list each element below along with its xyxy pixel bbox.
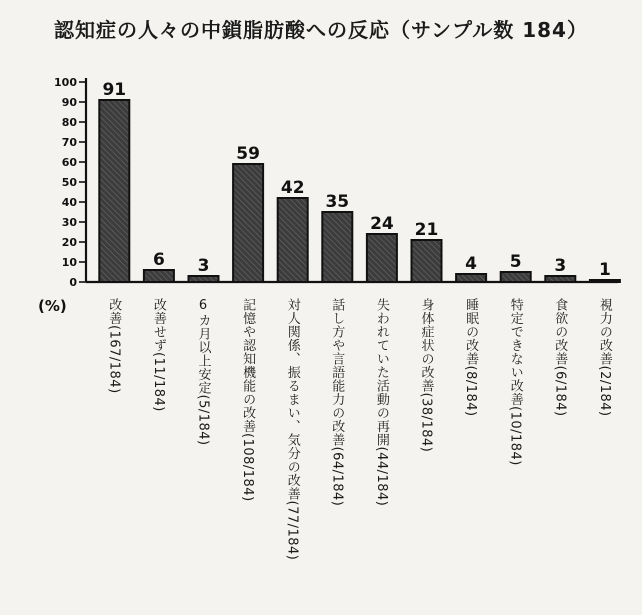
category-label [552, 298, 567, 417]
category-label-count: (77/184) [284, 500, 300, 561]
bar [144, 270, 174, 282]
bar [412, 240, 442, 282]
category-label [151, 298, 166, 412]
bar [456, 274, 486, 282]
category-label-count: (11/184) [150, 352, 166, 412]
y-tick-label: 70 [61, 136, 77, 149]
y-tick-label: 60 [61, 156, 77, 169]
category-label [240, 298, 255, 502]
category-label-text: 失われていた活動の再開 [373, 298, 389, 447]
y-tick-label: 20 [61, 236, 77, 249]
category-label-count: (2/184) [596, 365, 612, 417]
y-tick-label: 80 [61, 116, 77, 129]
category-label [463, 298, 478, 417]
category-label-text: 改善 [106, 298, 122, 325]
bar [367, 234, 397, 282]
category-label-count: (6/184) [552, 365, 568, 417]
category-label [508, 298, 523, 466]
category-label-text: 6カ月以上安定 [195, 298, 211, 395]
y-tick-label: 100 [54, 76, 77, 89]
category-label-count: (64/184) [329, 446, 345, 507]
category-label [329, 298, 344, 506]
y-tick-label: 50 [61, 176, 77, 189]
category-label-text: 身体症状の改善 [418, 298, 434, 393]
value-label: 91 [102, 80, 127, 100]
bar [590, 280, 620, 282]
category-label-text: 食欲の改善 [552, 298, 568, 366]
category-label-text: 視力の改善 [596, 298, 612, 366]
bar [189, 276, 219, 282]
value-label: 59 [236, 144, 260, 164]
y-tick-label: 0 [69, 276, 77, 289]
value-label: 3 [554, 256, 567, 276]
value-label: 1 [598, 260, 611, 280]
category-label [419, 298, 434, 452]
value-label: 24 [370, 214, 394, 234]
y-axis-unit-label: (%) [38, 297, 67, 315]
chart-title: 認知症の人々の中鎖脂肪酸への反応（サンプル数 184） [54, 18, 588, 42]
category-label-count: (8/184) [463, 365, 479, 417]
category-label [106, 298, 121, 394]
category-label-count: (44/184) [373, 446, 389, 507]
category-label-count: (10/184) [507, 406, 523, 466]
value-label: 3 [197, 256, 210, 276]
category-label-text: 睡眠の改善 [463, 298, 479, 366]
y-tick-label: 90 [61, 96, 77, 109]
value-label: 6 [152, 250, 165, 270]
value-label: 5 [509, 252, 522, 272]
category-label-text: 特定できない改善 [507, 298, 523, 406]
value-label: 4 [465, 254, 478, 274]
category-label-count: (167/184) [106, 325, 122, 394]
value-label: 21 [414, 220, 439, 240]
category-label [285, 298, 300, 560]
category-label [374, 298, 389, 506]
bar [322, 212, 352, 282]
y-tick-label: 10 [61, 256, 77, 269]
category-label [196, 298, 211, 446]
y-tick-label: 30 [61, 216, 77, 229]
category-label-text: 記憶や認知機能の改善 [240, 298, 256, 433]
bar [278, 198, 308, 282]
bar [545, 276, 575, 282]
y-tick-label: 40 [61, 196, 77, 209]
category-label-text: 改善せず [150, 298, 166, 352]
category-label-count: (108/184) [240, 433, 256, 502]
value-label: 35 [325, 192, 350, 212]
bar [233, 164, 263, 282]
category-label-text: 話し方や言語能力の改善 [329, 298, 345, 447]
bar [99, 100, 129, 282]
category-label-count: (38/184) [418, 392, 434, 453]
bar [501, 272, 531, 282]
category-label-text: 対人関係、振るまい、気分の改善 [284, 298, 300, 501]
category-label [597, 298, 612, 417]
value-label: 42 [280, 178, 305, 198]
category-label-count: (5/184) [195, 394, 211, 446]
